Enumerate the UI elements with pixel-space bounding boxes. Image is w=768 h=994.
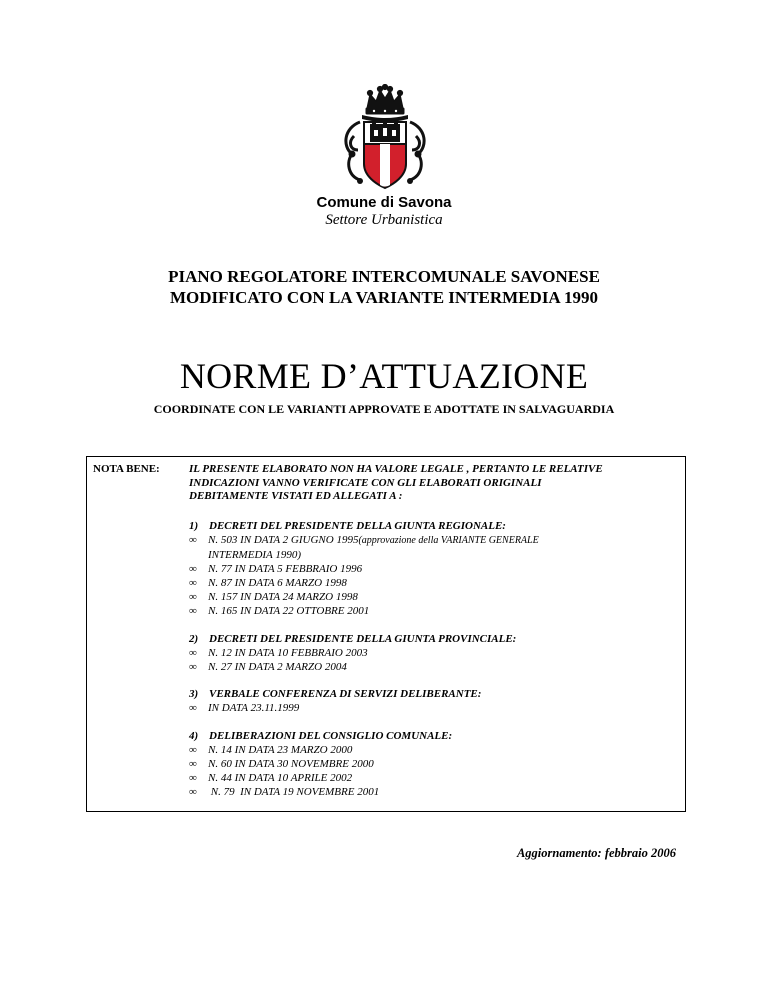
item-note: (approvazione della VARIANTE GENERALE [358, 535, 539, 546]
infinity-bullet-icon: ∞ [189, 702, 197, 714]
section-number: 2) [189, 633, 199, 645]
note-intro-line: INDICAZIONI VANNO VERIFICATE CON GLI ELABORATI ORIGINALI [189, 476, 542, 489]
list-item: ∞ N. 27 IN DATA 2 MARZO 2004 [189, 661, 347, 673]
section-heading: DECRETI DEL PRESIDENTE DELLA GIUNTA PROVINCIALE: [209, 633, 517, 645]
section-heading: DECRETI DEL PRESIDENTE DELLA GIUNTA REGIONALE: [209, 520, 506, 532]
infinity-bullet-icon: ∞ [189, 744, 197, 756]
coat-of-arms-icon [336, 84, 434, 192]
infinity-bullet-icon: ∞ [189, 563, 197, 575]
list-item: ∞ N. 87 IN DATA 6 MARZO 1998 [189, 577, 347, 589]
list-item: ∞ N. 79 IN DATA 19 NOVEMBRE 2001 [189, 786, 380, 798]
infinity-bullet-icon: ∞ [189, 605, 197, 617]
plan-title-line-1: PIANO REGOLATORE INTERCOMUNALE SAVONESE [168, 267, 600, 286]
section-council-resolutions [189, 729, 679, 799]
plan-title [0, 266, 768, 308]
section-regional-decrees [189, 519, 679, 618]
list-item: ∞ N. 157 IN DATA 24 MARZO 1998 [189, 591, 358, 603]
plan-title-line-2: MODIFICATO CON LA VARIANTE INTERMEDIA 1990 [169, 288, 599, 307]
infinity-bullet-icon: ∞ [189, 758, 197, 770]
note-intro-line: IL PRESENTE ELABORATO NON HA VALORE LEGALE , PERTANTO LE RELATIVE [189, 463, 603, 475]
list-item: ∞ IN DATA 23.11.1999 [189, 702, 300, 714]
document-title: NORME D’ATTUAZIONE [179, 356, 589, 396]
section-heading: DELIBERAZIONI DEL CONSIGLIO COMUNALE: [209, 730, 453, 742]
infinity-bullet-icon: ∞ [189, 591, 197, 603]
list-item: ∞ N. 12 IN DATA 10 FEBBRAIO 2003 [189, 647, 368, 659]
section-number: 4) [189, 730, 199, 742]
infinity-bullet-icon: ∞ [189, 772, 197, 784]
infinity-bullet-icon: ∞ [189, 577, 197, 589]
list-item: ∞ N. 77 IN DATA 5 FEBBRAIO 1996 [189, 563, 363, 575]
section-number: 3) [189, 688, 199, 700]
document-subtitle: COORDINATE CON LE VARIANTI APPROVATE E ADOTTATE IN SALVAGUARDIA [153, 402, 615, 416]
note-intro [189, 463, 679, 504]
list-item: ∞ N. 14 IN DATA 23 MARZO 2000 [189, 744, 353, 756]
infinity-bullet-icon: ∞ [189, 661, 197, 673]
note-label: NOTA BENE: [93, 463, 160, 475]
note-intro-line: DEBITAMENTE VISTATI ED ALLEGATI A : [189, 490, 403, 502]
list-item: ∞ N. 60 IN DATA 30 NOVEMBRE 2000 [189, 758, 374, 770]
update-date: Aggiornamento: febbraio 2006 [516, 846, 676, 860]
organization-sector: Settore Urbanistica [325, 212, 443, 228]
list-item: ∞ N. 44 IN DATA 10 APRILE 2002 [189, 772, 353, 784]
infinity-bullet-icon: ∞ [189, 786, 197, 798]
item-continuation: INTERMEDIA 1990) [208, 549, 301, 561]
section-provincial-decrees [189, 632, 679, 674]
organization-name: Comune di Savona [316, 194, 452, 211]
section-number: 1) [189, 520, 199, 532]
infinity-bullet-icon: ∞ [189, 647, 197, 659]
note-box [86, 456, 686, 812]
section-service-conference [189, 687, 679, 715]
list-item: ∞ N. 165 IN DATA 22 OTTOBRE 2001 [189, 605, 370, 617]
infinity-bullet-icon: ∞ [189, 534, 197, 546]
list-item: ∞ N. 503 IN DATA 2 GIUGNO 1995(approvazione della VARIANTE GENERALE INTERMEDIA 1990) [189, 534, 539, 561]
section-heading: VERBALE CONFERENZA DI SERVIZI DELIBERANTE: [209, 688, 482, 700]
